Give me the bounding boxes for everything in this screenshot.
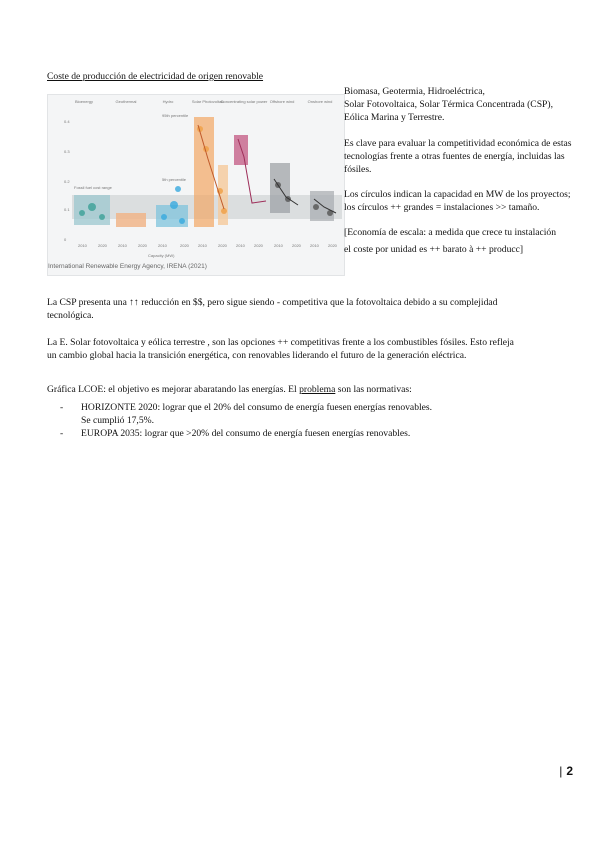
paragraph-csp-line1: La CSP presenta una ↑↑ reducción en $$, pero sigue siendo - competitiva que la fotovoltaica debido a su complejidad [47, 297, 498, 308]
note-line: Biomasa, Geotermia, Hidroeléctrica, [344, 86, 485, 97]
note-line: Solar Fotovoltaica, Solar Térmica Concentrada (CSP), [344, 99, 553, 110]
x-tick: 2010 [310, 243, 319, 248]
page-number [559, 764, 573, 778]
category-label: Solar Photovoltaic [191, 99, 225, 104]
x-tick: 2010 [158, 243, 167, 248]
lcoe-suffix: son las normativas: [335, 384, 412, 395]
note-line: el coste por unidad es ++ barato à ++ producc] [344, 244, 524, 255]
note-line: Es clave para evaluar la competitividad económica de estas [344, 138, 572, 149]
note-line: [Economía de escala: a medida que crece tu instalación [344, 227, 557, 238]
geothermal-box [116, 213, 146, 227]
x-tick: 2020 [254, 243, 263, 248]
y-tick: 0.2 [64, 179, 70, 184]
lcoe-paragraph [47, 383, 412, 396]
x-tick: 2020 [328, 243, 337, 248]
annotation-5th: 5th percentile [162, 177, 187, 182]
x-tick: 2010 [198, 243, 207, 248]
x-tick: 2020 [138, 243, 147, 248]
y-tick: 0.4 [64, 119, 70, 124]
fossil-fuel-label: Fossil fuel cost range [74, 185, 112, 190]
category-label: Offshore wind [269, 99, 295, 104]
solar-pv-box [194, 117, 214, 227]
legend-capacity: Capacity (MW) [148, 253, 175, 258]
paragraph-csp-line2: tecnológica. [47, 310, 94, 321]
category-label: Geothermal [115, 99, 137, 104]
x-tick: 2020 [292, 243, 301, 248]
paragraph-pv-line1: La E. Solar fotovoltaica y eólica terrestre , son las opciones ++ competitivas frente a los combustibles fósiles. Esto refleja [47, 337, 514, 348]
y-tick: 0 [64, 237, 67, 242]
lcoe-prefix: Gráfica LCOE: el objetivo es mejorar abaratando las energías. El [47, 384, 300, 395]
figure-caption: International Renewable Energy Agency, IRENA (2021) [48, 263, 207, 270]
x-tick: 2020 [98, 243, 107, 248]
category-label: Onshore wind [307, 99, 333, 104]
x-tick: 2010 [118, 243, 127, 248]
lcoe-chart-graphic [48, 95, 344, 265]
note-line: Eólica Marina y Terrestre. [344, 112, 445, 123]
bullet-marker: - [60, 402, 64, 413]
x-tick: 2020 [218, 243, 227, 248]
y-tick: 0.3 [64, 149, 70, 154]
lcoe-chart-image [47, 94, 345, 276]
bullet-text-continued: Se cumplió 17,5%. [81, 415, 155, 426]
y-tick: 0.1 [64, 207, 70, 212]
x-tick: 2010 [274, 243, 283, 248]
category-label: Concentrating solar power [220, 99, 268, 104]
section-heading: Coste de producción de electricidad de origen renovable [47, 71, 264, 82]
note-line: fósiles. [344, 164, 372, 175]
x-tick: 2010 [236, 243, 245, 248]
bullet-text: EUROPA 2035: lograr que >20% del consumo de energía fuesen energías renovables. [81, 428, 411, 439]
note-line: los círculos ++ grandes = instalaciones >> tamaño. [344, 202, 540, 213]
x-tick: 2010 [78, 243, 87, 248]
paragraph-pv-line2: un cambio global hacia la transición energética, con renovables liderando el futuro de la generación eléctrica. [47, 350, 467, 361]
bullet-text: HORIZONTE 2020: lograr que el 20% del consumo de energía fuesen energías renovables. [81, 402, 433, 413]
annotation-95th: 95th percentile [162, 113, 189, 118]
x-axis-ticks [78, 243, 338, 248]
category-label: Bioenergy [74, 99, 94, 104]
lcoe-underlined-word: problema [299, 384, 336, 395]
page-separator: | [559, 764, 563, 778]
x-tick: 2020 [180, 243, 189, 248]
category-label: Hydro [162, 99, 174, 104]
note-line: Los círculos indican la capacidad en MW de los proyectos; [344, 189, 571, 200]
page-number-value: 2 [566, 764, 573, 778]
csp-box [234, 135, 248, 165]
bullet-marker: - [60, 428, 64, 439]
note-line: tecnologías frente a otras fuentes de energía, incluidas las [344, 151, 565, 162]
